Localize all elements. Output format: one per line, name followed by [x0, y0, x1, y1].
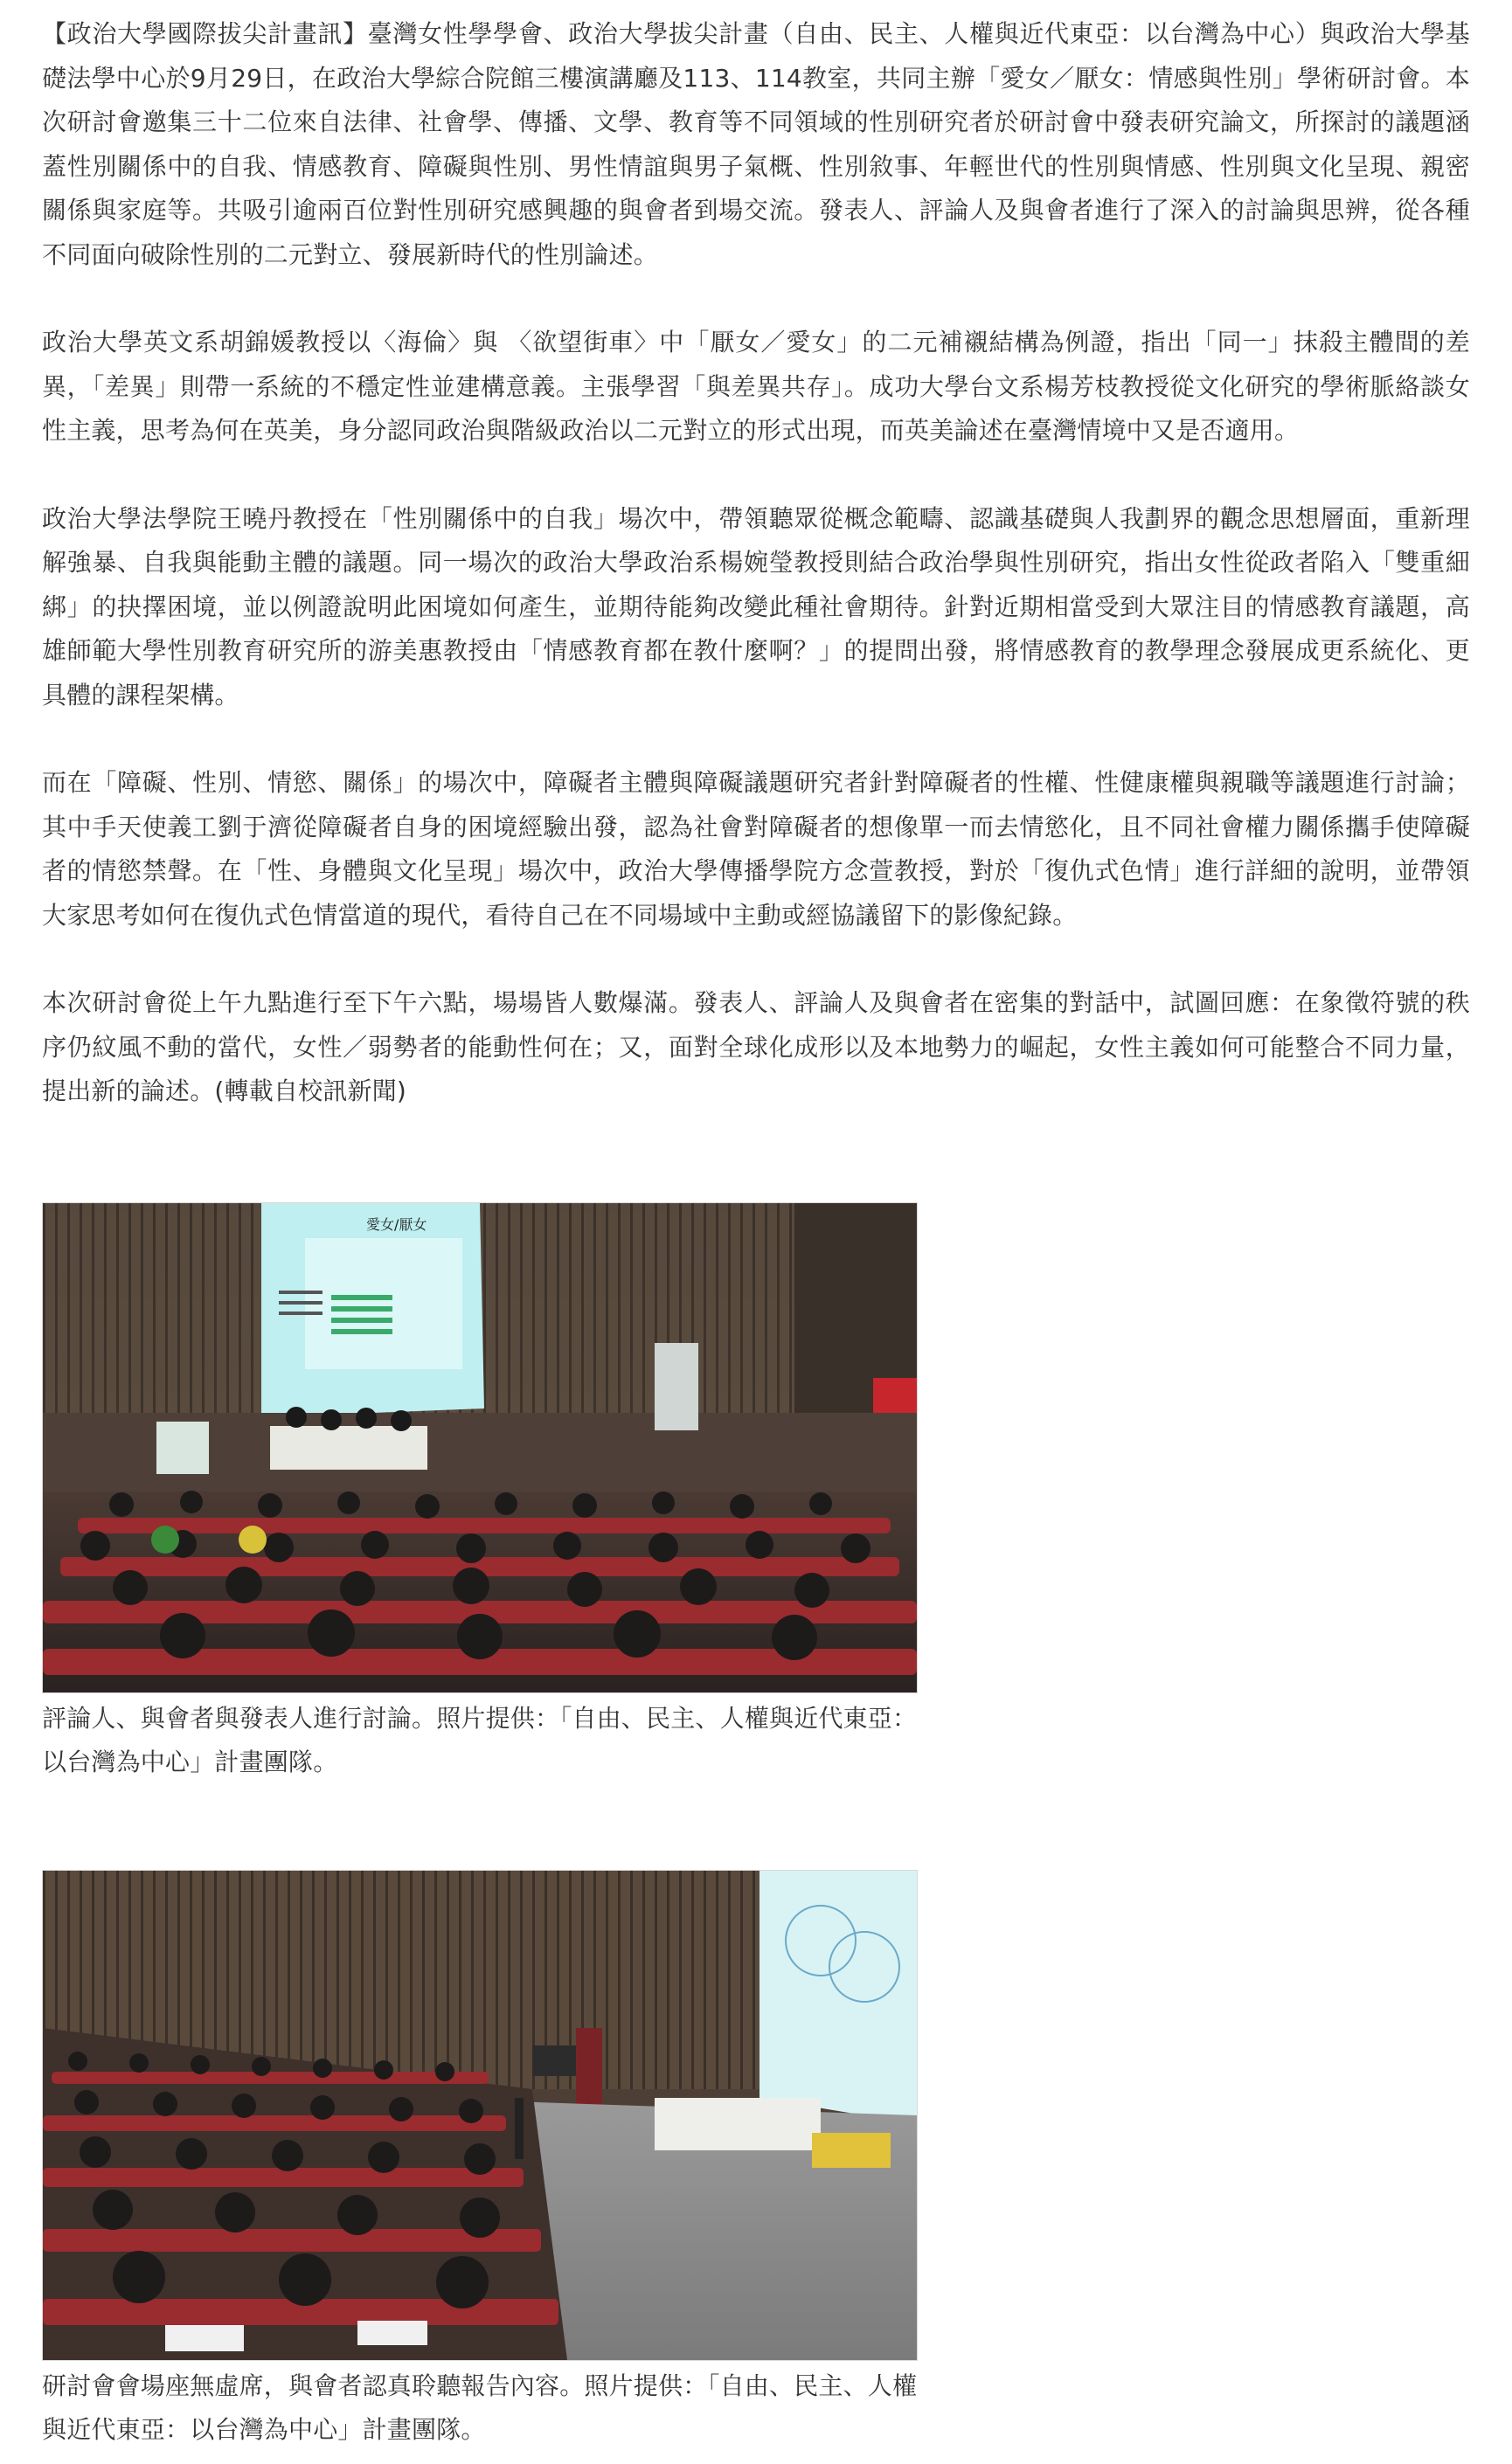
article-paragraph-3: 政治大學法學院王曉丹教授在「性別關係中的自我」場次中，帶領聽眾從概念範疇、認識基礎與人我劃界的觀念思想層面，重新理解強暴、自我與能動主體的議題。同一場次的政治大學政治系楊婉瑩教授則結合政治學與性別研究，指出女性從政者陷入「雙重細綁」的抉擇困境，並以例證說明此困境如何產生，並期待能夠改變此種社會期待。針對近期相當受到大眾注目的情感教育議題，高雄師範大學性別教育研究所的游美惠教授由「情感教育都在教什麼啊？」的提問出發，將情感教育的教學理念發展成更系統化、更具體的課程架構。	[42, 503, 1470, 709]
screen-title: 愛女/厭女	[366, 1216, 427, 1233]
article-paragraph-5: 本次研討會從上午九點進行至下午六點，場場皆人數爆滿。發表人、評論人及與會者在密集的對話中，試圖回應：在象徵符號的秩序仍紋風不動的當代，女性／弱勢者的能動性何在；又，面對全球化成形以及本地勢力的崛起，女性主義如何可能整合不同力量，提出新的論述。(轉載自校訊新聞)	[42, 988, 1470, 1105]
article-paragraph-1: 【政治大學國際拔尖計畫訊】臺灣女性學學會、政治大學拔尖計畫（自由、民主、人權與近代東亞：以台灣為中心）與政治大學基礎法學中心於9月29日，在政治大學綜合院館三樓演講廳及113、114教室，共同主辦「愛女／厭女：情感與性別」學術研討會。本次研討會邀集三十二位來自法律、社會學、傳播、文學、教育等不同領域的性別研究者於研討會中發表研究論文，所探討的議題涵蓋性別關係中的自我、情感教育、障礙與性別、男性情誼與男子氣概、性別敘事、年輕世代的性別與情感、性別與文化呈現、親密關係與家庭等。共吸引逾兩百位對性別研究感興趣的與會者到場交流。發表人、評論人及與會者進行了深入的討論與思辨，從各種不同面向破除性別的二元對立、發展新時代的性別論述。	[42, 19, 1470, 269]
figure-caption-2: 研討會會場座無虛席，與會者認真聆聽報告內容。照片提供：「自由、民主、人權與近代東亞：以台灣為中心」計畫團隊。	[42, 2371, 918, 2444]
figure-conference-audience	[42, 1870, 918, 2452]
article-paragraph-2: 政治大學英文系胡錦媛教授以〈海倫〉與 〈欲望街車〉中「厭女／愛女」的二元補襯結構為例證，指出「同一」抹殺主體間的差異，「差異」則帶一系統的不穩定性並建構意義。主張學習「與差異共存」。成功大學台文系楊芳枝教授從文化研究的學術脈絡談女性主義，思考為何在英美，身分認同政治與階級政治以二元對立的形式出現，而英美論述在臺灣情境中又是否適用。	[42, 328, 1470, 445]
article-body	[42, 12, 1470, 1114]
conference-panel-photo[interactable]	[42, 1202, 918, 1693]
figure-conference-panel	[42, 1202, 918, 1784]
article-paragraph-4: 而在「障礙、性別、情慾、關係」的場次中，障礙者主體與障礙議題研究者針對障礙者的性權、性健康權與親職等議題進行討論；其中手天使義工劉于濟從障礙者自身的困境經驗出發，認為社會對障礙者的想像單一而去情慾化，且不同社會權力關係攜手使障礙者的情慾禁聲。在「性、身體與文化呈現」場次中，政治大學傳播學院方念萱教授，對於「復仇式色情」進行詳細的說明，並帶領大家思考如何在復仇式色情當道的現代，看待自己在不同場域中主動或經協議留下的影像紀錄。	[42, 768, 1470, 930]
figure-caption-1: 評論人、與會者與發表人進行討論。照片提供：「自由、民主、人權與近代東亞：以台灣為中心」計畫團隊。	[42, 1704, 918, 1776]
conference-audience-photo[interactable]	[42, 1870, 918, 2361]
